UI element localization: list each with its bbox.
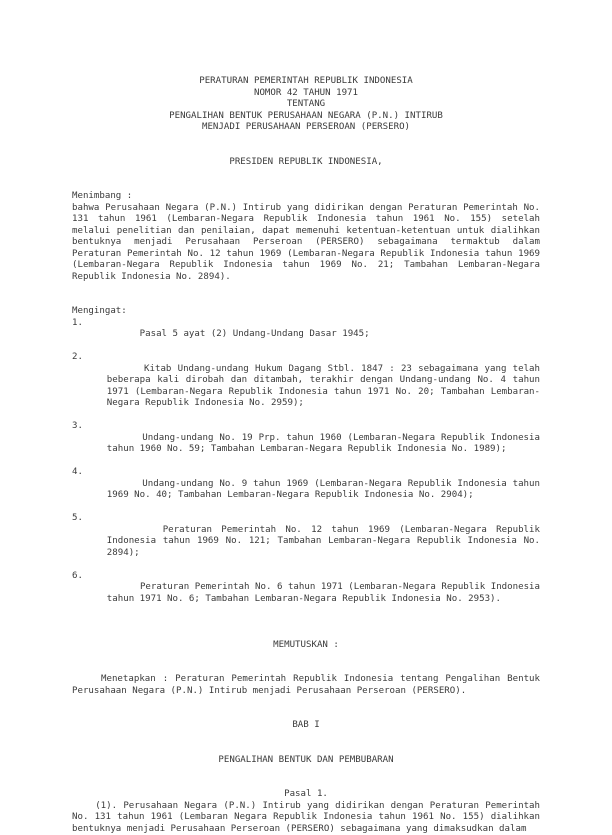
list-item-text: Pasal 5 ayat (2) Undang-Undang Dasar 1945; [140,329,370,339]
list-item-text: Peraturan Pemerintah No. 12 tahun 1969 (Lembaran-Negara Republik Indonesia tahun 1969 No. 121; Tambahan Lembaran-Negara Republik Indonesia No. 2894); [107,525,546,558]
list-item-text: Undang-undang No. 19 Prp. tahun 1960 (Lembaran-Negara Republik Indonesia tahun 1960 No. 59; Tambahan Lembaran-Negara Republik Indonesia No. 1989); [107,433,546,455]
list-item-text: Peraturan Pemerintah No. 6 tahun 1971 (Lembaran-Negara Republik Indonesia tahun 1971 No. 6; Tambahan Lembaran-Negara Republik Indonesia No. 2953). [107,582,546,604]
title-line-5: MENJADI PERUSAHAAN PERSEROAN (PERSERO) [72,122,540,134]
pasal-heading: Pasal 1. [72,789,540,801]
list-item-number: 5. [72,513,83,525]
document-title-block [72,76,540,134]
mengingat-label: Mengingat: [72,306,540,318]
list-item [72,352,540,421]
bab-subheading: PENGALIHAN BENTUK DAN PEMBUBARAN [72,755,540,767]
mengingat-list [72,318,540,617]
pasal-body: (1). Perusahaan Negara (P.N.) Intirub yang didirikan dengan Peraturan Pemerintah No. 131 tahun 1961 (Lembaran Negara Republik Indonesia tahun 1961 No. 155) dialihkan bentuknya menjadi Perusahaan Perseroan (PERSERO) sebagaimana yang dimaksudkan dalam [72,801,540,835]
menimbang-label: Menimbang : [72,191,540,203]
title-line-1: PERATURAN PEMERINTAH REPUBLIK INDONESIA [72,76,540,88]
list-item-text: Kitab Undang-undang Hukum Dagang Stbl. 1847 : 23 sebagaimana yang telah beberapa kali dirobah dan ditambah, terakhir dengan Undang-undang No. 4 tahun 1971 (Lembaran-Negara Republik Indonesia tahun 1971 No. 20; Tambahan Lembaran-Negara Republik Indonesia No. 2959); [107,364,546,409]
menimbang-body: bahwa Perusahaan Negara (P.N.) Intirub yang didirikan dengan Peraturan Pemerintah No. 131 tahun 1961 (Lembaran-Negara Republik Indonesia tahun 1961 No. 155) setelah melalui penelitian dan penilaian, dapat memenuhi ketentuan-ketentuan untuk dialihkan bentuknya menjadi Perusahaan Perseroan (PERSERO) sebagaimana termaktub dalam Peraturan Pemerintah No. 12 tahun 1969 (Lembaran-Negara Republik Indonesia tahun 1969 (Lembaran-Negara Republik Indonesia tahun 1969 No. 21; Tambahan Lembaran-Negara Republik Indonesia No. 2894). [72,203,540,284]
memutuskan-heading: MEMUTUSKAN : [72,640,540,652]
list-item [72,421,540,467]
presiden-heading: PRESIDEN REPUBLIK INDONESIA, [72,157,540,169]
list-item [72,513,540,571]
list-item-number: 6. [72,571,83,583]
list-item-number: 2. [72,352,83,364]
list-item-number: 1. [72,318,83,330]
list-item-number: 3. [72,421,83,433]
list-item-number: 4. [72,467,83,479]
title-line-3: TENTANG [72,99,540,111]
menetapkan-paragraph: Menetapkan : Peraturan Pemerintah Republik Indonesia tentang Pengalihan Bentuk Perusahaan Negara (P.N.) Intirub menjadi Perusahaan Perseroan (PERSERO). [72,674,540,697]
list-item [72,318,540,353]
document-page [72,0,540,835]
title-line-4: PENGALIHAN BENTUK PERUSAHAAN NEGARA (P.N.) INTIRUB [72,111,540,123]
list-item [72,571,540,617]
list-item-text: Undang-undang No. 9 tahun 1969 (Lembaran-Negara Republik Indonesia tahun 1969 No. 40; Tambahan Lembaran-Negara Republik Indonesia No. 2904); [107,479,546,501]
title-line-2: NOMOR 42 TAHUN 1971 [72,88,540,100]
bab-heading: BAB I [72,720,540,732]
list-item [72,467,540,513]
